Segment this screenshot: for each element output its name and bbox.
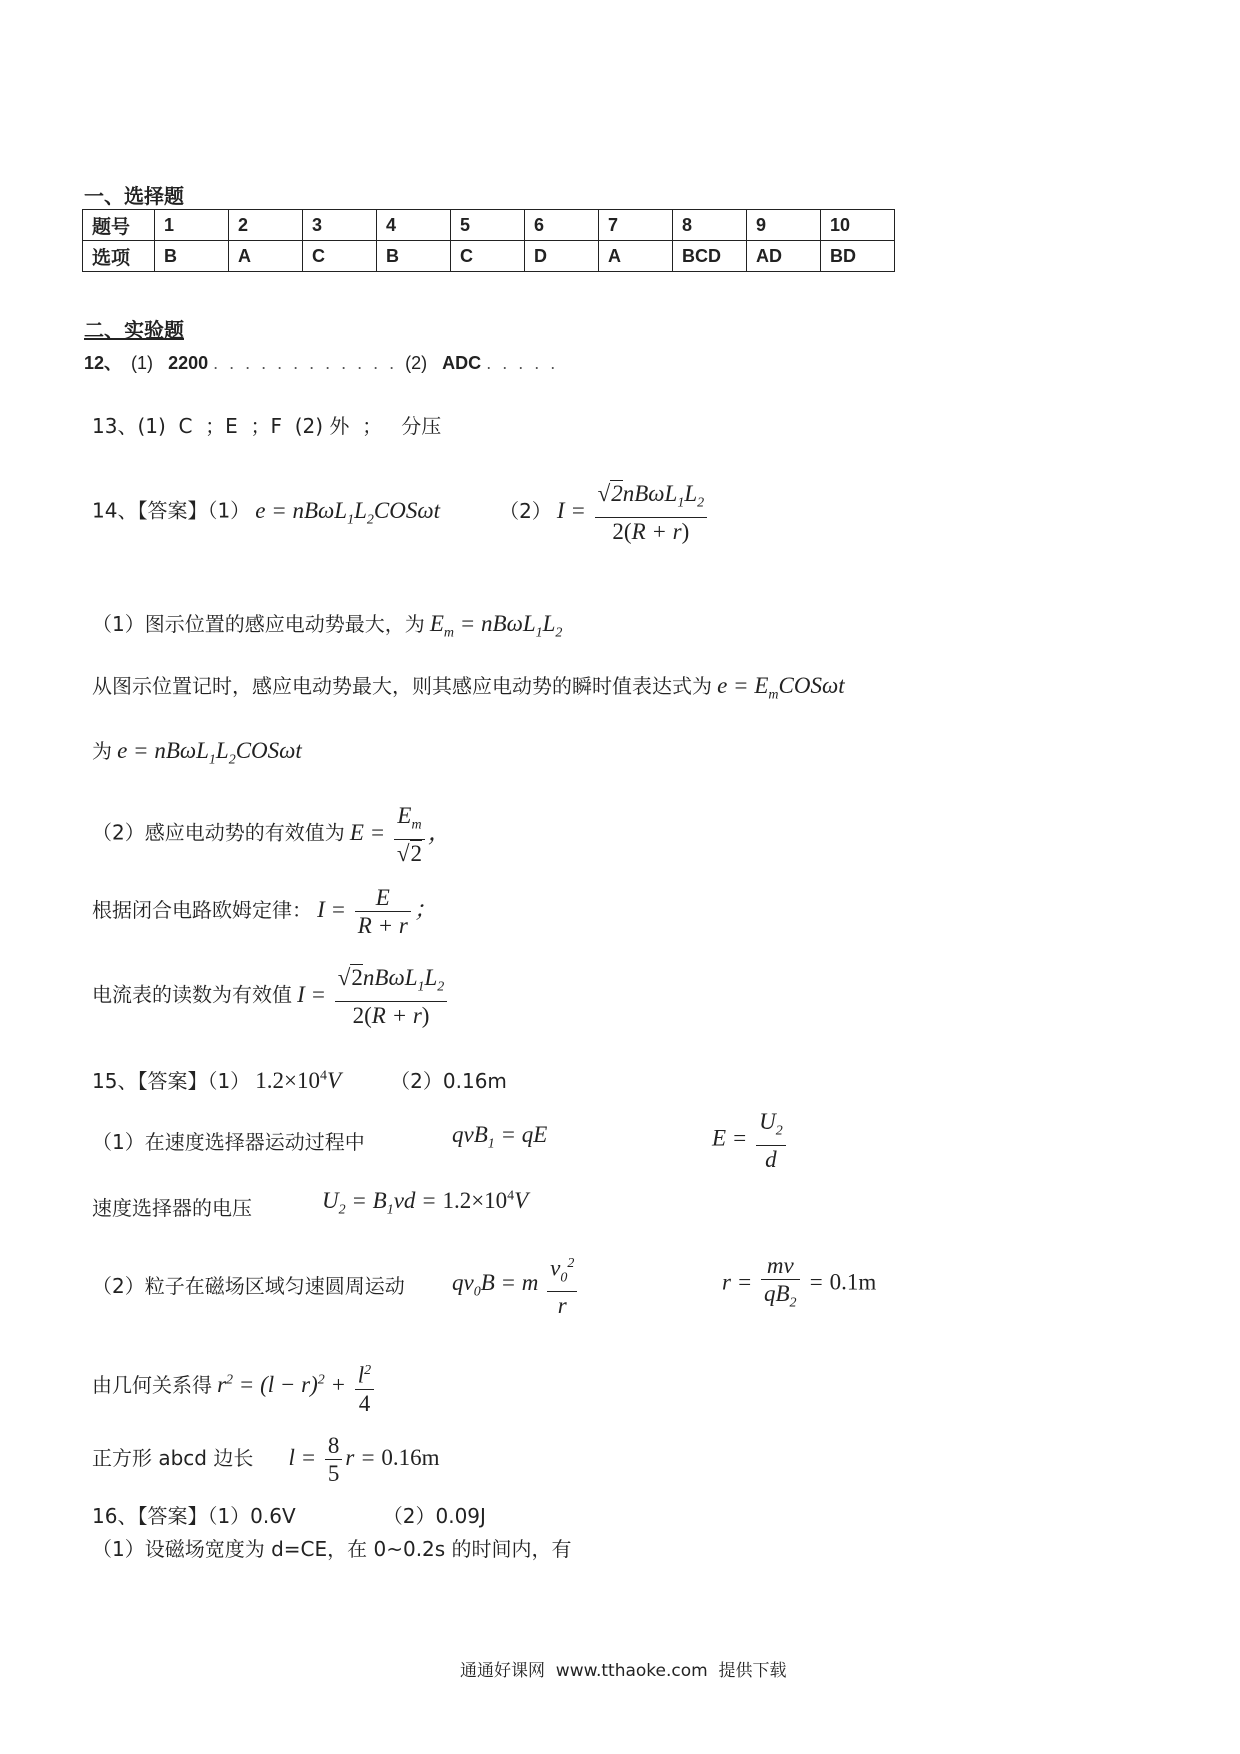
- q14-step2-formula: $e = E_mCOS\omega t$: [717, 673, 845, 703]
- question-number: 2: [229, 210, 303, 241]
- q15-answer-line: [92, 1065, 507, 1094]
- q12-answer2: ADC: [442, 353, 482, 373]
- q15-step4-text: 由几何关系得: [92, 1373, 212, 1398]
- q12-line: [84, 349, 558, 375]
- question-number: 6: [525, 210, 599, 241]
- question-number: 8: [673, 210, 747, 241]
- answer-cell: D: [525, 241, 599, 272]
- q15-step2-text: 速度选择器的电压: [92, 1196, 252, 1220]
- q14-step6-text: 电流表的读数为有效值: [92, 982, 292, 1007]
- table-row: [83, 210, 895, 241]
- q15-step5-text: 正方形 abcd 边长: [92, 1445, 254, 1470]
- answer-cell: C: [451, 241, 525, 272]
- answer-cell: BCD: [673, 241, 747, 272]
- q15-step1-formula: qvB$_1$ = qE: [452, 1122, 548, 1152]
- question-number: 10: [821, 210, 895, 241]
- answer-cell: B: [377, 241, 451, 272]
- q14-head: 14、【答案】（1）: [92, 498, 251, 523]
- q14-step5: [92, 884, 437, 939]
- q15-answer2: （2）0.16m: [390, 1069, 507, 1093]
- q15-step4-formula: $r^2 = (l - r)^2$ + $\frac{l^2}{4}$: [217, 1372, 377, 1397]
- table-row: [83, 241, 895, 272]
- q14-step5-text: 根据闭合电路欧姆定律：: [92, 897, 312, 922]
- q15-step5-formula: l = $\frac{8}{5}$ r = 0.16m: [288, 1433, 440, 1486]
- answer-cell: C: [303, 241, 377, 272]
- q16-answer2: （2）0.09J: [382, 1504, 486, 1528]
- table-header-label: 题号: [83, 210, 155, 241]
- q14-step4-text: （2）感应电动势的有效值为: [92, 820, 345, 845]
- answer-cell: AD: [747, 241, 821, 272]
- q12-part2: (2): [405, 353, 428, 373]
- q14-step1-text: （1）图示位置的感应电动势最大，为: [92, 612, 425, 636]
- question-number: 4: [377, 210, 451, 241]
- q14-step1: [92, 608, 562, 642]
- section1-title: 一、选择题: [84, 184, 184, 208]
- question-number: 5: [451, 210, 525, 241]
- q14-answer-line: [92, 480, 710, 545]
- q15-head: 15、【答案】（1）: [92, 1069, 251, 1093]
- answer-cell: A: [599, 241, 673, 272]
- q15-formula-answer1: $1.2\times 10^4V$: [255, 1068, 342, 1093]
- q14-formula-i: I = $\frac{√2nB\omega L_1L_2}{2(R + r)}$: [557, 498, 710, 523]
- choice-answer-table: [82, 209, 895, 272]
- table-answer-label: 选项: [83, 241, 155, 272]
- q15-step3-formula-r: r = $\frac{mv}{qB_2}$ = 0.1m: [722, 1253, 877, 1311]
- q14-step4: [92, 802, 451, 867]
- q12-number: 12、: [84, 353, 123, 373]
- q14-step6: [92, 964, 450, 1029]
- q16-answer-line: [92, 1500, 486, 1529]
- q15-step1-formula-e: E = $\frac{U_2}{d}$: [712, 1108, 789, 1173]
- footer-text: 通通好课网 www.tthaoke.com 提供下载: [460, 1661, 787, 1681]
- q15-step3-formula: $qv_0B = m$ $\frac{v_0^2}{r}$: [452, 1250, 580, 1319]
- answer-cell: BD: [821, 241, 895, 272]
- q14-step2-text: 从图示位置记时，感应电动势最大，则其感应电动势的瞬时值表达式为: [92, 674, 712, 698]
- q15-step5: [92, 1432, 440, 1487]
- q14-part2-label: （2）: [499, 498, 552, 523]
- q15-step4: [92, 1357, 377, 1417]
- q12-part1: (1): [131, 353, 154, 373]
- q14-step2: [92, 670, 845, 704]
- q14-step1-formula: $E_m = nB\omega L_1L_2$: [429, 611, 563, 641]
- leader-dots: . . . . . . . . . . . .: [213, 353, 406, 373]
- question-number: 9: [747, 210, 821, 241]
- q15-step3-text: （2）粒子在磁场区域匀速圆周运动: [92, 1274, 405, 1298]
- answer-cell: A: [229, 241, 303, 272]
- q16-step1-text: （1）设磁场宽度为 d=CE，在 0~0.2s 的时间内，有: [92, 1537, 572, 1561]
- q14-formula-e: $e = nB\omega L_1L_2COS\omega t$: [255, 497, 440, 528]
- q14-step3-text: 为: [92, 739, 112, 763]
- q14-step3-formula: $e = nB\omega L_1L_2COS\omega t$: [117, 738, 302, 768]
- question-number: 3: [303, 210, 377, 241]
- q15-step1-text: （1）在速度选择器运动过程中: [92, 1130, 365, 1154]
- q14-step4-formula: E = $\frac{E_m}{√2}$ ，: [349, 803, 452, 866]
- q14-step5-formula: I = $\frac{E}{R + r}$ ；: [317, 885, 437, 938]
- q12-answer1: 2200: [168, 353, 209, 373]
- q16-head: 16、【答案】（1）0.6V: [92, 1504, 296, 1528]
- q14-step6-formula: I = $\frac{√2nB\omega L_1L_2}{2(R + r)}$: [297, 982, 450, 1007]
- question-number: 7: [599, 210, 673, 241]
- answer-cell: B: [155, 241, 229, 272]
- section2-title: 二、实验题: [84, 318, 184, 342]
- q15-step2-formula: $U_2 = B_1vd = 1.2\times 10^4V$: [322, 1188, 529, 1218]
- q14-step3: [92, 735, 302, 769]
- leader-dots: . . . . .: [486, 353, 559, 373]
- q13-line: 13、(1) C ；E ；F (2) 外 ； 分压: [92, 414, 442, 438]
- question-number: 1: [155, 210, 229, 241]
